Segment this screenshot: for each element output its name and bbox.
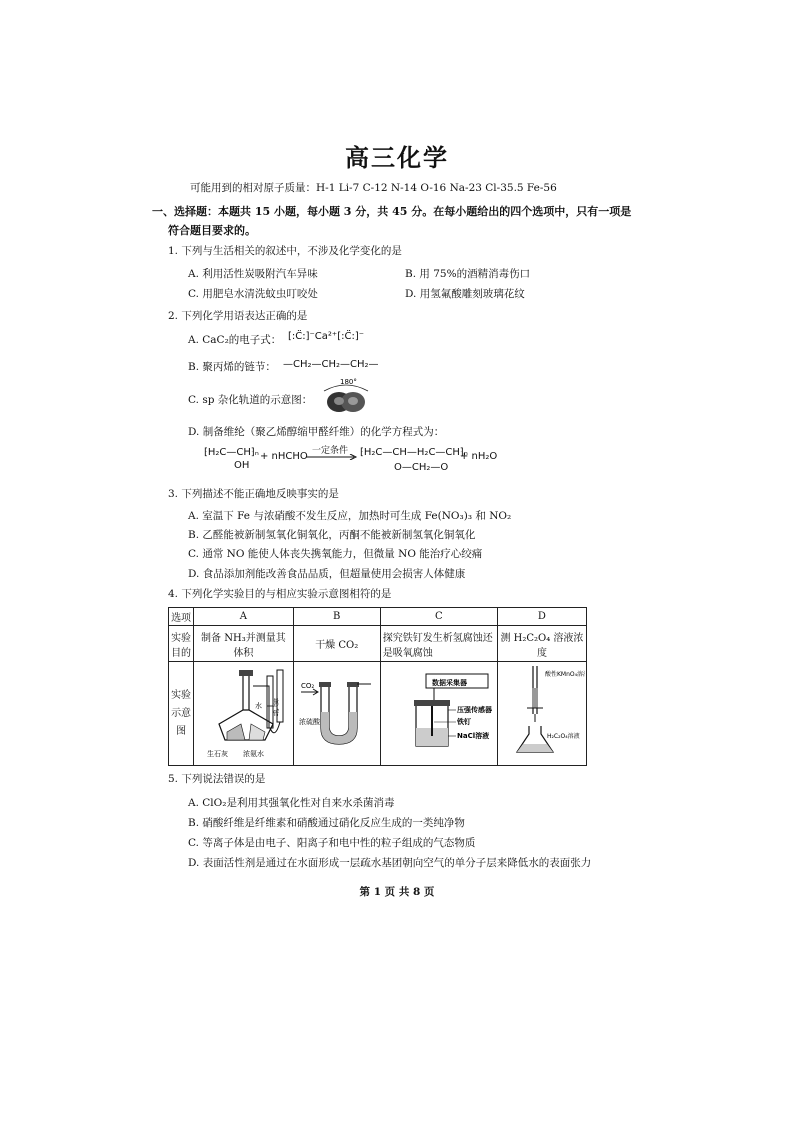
atomic-masses: 可能用到的相对原子质量：H-1 Li-7 C-12 N-14 O-16 Na-23 Cl-35.5 Fe-56: [190, 182, 557, 194]
q1-option-b: B. 用 75%的酒精消毒伤口: [405, 268, 531, 280]
diagram-c-cell: [380, 662, 497, 766]
eq-right: ⁅H₂C—CH—H₂C—CH⁆ₙ: [360, 447, 468, 458]
eq-water: + nH₂O: [460, 451, 498, 462]
question-2-stem: 2. 下列化学用语表达正确的是: [168, 310, 308, 322]
page-title: 高三化学: [345, 143, 449, 172]
purpose-b: 干燥 CO₂: [293, 626, 380, 662]
table-header-cell: B: [293, 608, 380, 626]
eq-left: ⁅H₂C—CH⁆ₙ: [204, 447, 259, 458]
q3-option-a: A. 室温下 Fe 与浓硝酸不发生反应，加热时可生成 Fe(NO₃)₃ 和 NO₂: [188, 510, 512, 522]
q2-option-c: C. sp 杂化轨道的示意图：: [188, 394, 313, 406]
label-iron-nail: 铁钉: [456, 718, 471, 726]
q5-option-c: C. 等离子体是由电子、阳离子和电中性的粒子组成的气态物质: [188, 837, 476, 849]
q2-option-a: A. CaC₂的电子式：: [188, 334, 282, 346]
titration-diagram: [499, 662, 585, 762]
eq-right-sub: O—CH₂—O: [394, 462, 449, 473]
label-co2: CO₂: [300, 682, 314, 690]
eq-condition: 一定条件: [312, 446, 349, 456]
q5-option-d: D. 表面活性剂是通过在水面形成一层疏水基团朝向空气的单分子层来降低水的表面张力: [188, 857, 592, 869]
table-header-cell: D: [497, 608, 586, 626]
corrosion-diagram: [382, 662, 496, 762]
table-header-cell: 选项: [169, 608, 194, 626]
label-oxalic-acid: H₂C₂O₄溶液: [546, 733, 580, 740]
diagram-b-cell: [293, 662, 380, 766]
q1-option-a: A. 利用活性炭吸附汽车异味: [188, 268, 318, 280]
row-label-purpose: 实验目的: [169, 626, 194, 662]
label-kmno4: 酸性KMnO₄溶液: [544, 671, 585, 678]
label-lime: 生石灰: [207, 750, 229, 758]
q3-option-d: D. 食品添加剂能改善食品品质，但超量使用会损害人体健康: [188, 568, 466, 580]
diagram-d-cell: [497, 662, 586, 766]
question-3-stem: 3. 下列描述不能正确地反映事实的是: [168, 488, 339, 500]
page-footer: 第 1 页 共 8 页: [359, 886, 435, 898]
co2-drying-diagram: [295, 662, 379, 762]
q3-option-c: C. 通常 NO 能使人体丧失携氧能力，但微量 NO 能治疗心绞痛: [188, 548, 483, 560]
q1-option-c: C. 用肥皂水清洗蚊虫叮咬处: [188, 288, 318, 300]
purpose-d: 测 H₂C₂O₄ 溶液浓度: [497, 626, 586, 662]
table-header-cell: A: [194, 608, 294, 626]
q2-formula-a: [:C̈:]⁻Ca²⁺[:C̈:]⁻: [288, 331, 365, 342]
label-ammonia: 浓氨水: [243, 750, 265, 758]
diagram-a-cell: [194, 662, 294, 766]
q2-option-b: B. 聚丙烯的链节：: [188, 361, 276, 373]
purpose-c: 探究铁钉发生析氢腐蚀还是吸氧腐蚀: [380, 626, 497, 662]
q2-option-d: D. 制备维纶（聚乙烯醇缩甲醛纤维）的化学方程式为：: [188, 426, 445, 438]
q1-option-d: D. 用氢氟酸雕刻玻璃花纹: [405, 288, 525, 300]
label-gas-tube: 量气管: [271, 698, 279, 716]
q3-option-b: B. 乙醛能被新制氢氧化铜氧化，丙酮不能被新制氢氧化铜氧化: [188, 529, 476, 541]
sp-orbital-diagram: [316, 375, 376, 415]
label-pressure-sensor: 压强传感器: [456, 706, 492, 714]
eq-arrow: [306, 454, 358, 460]
label-sulfuric-acid: 浓硫酸: [298, 718, 320, 726]
row-label-diagram: 实验示意图: [169, 662, 194, 766]
q2-formula-b: —CH₂—CH₂—CH₂—: [283, 359, 379, 370]
q5-option-a: A. ClO₂是利用其强氧化性对自来水杀菌消毒: [188, 797, 395, 809]
question-4-stem: 4. 下列化学实验目的与相应实验示意图相符的是: [168, 588, 392, 600]
experiment-table: [168, 607, 587, 766]
label-water: 水: [255, 702, 263, 710]
angle-label: 180°: [340, 378, 357, 386]
q5-option-b: B. 硝酸纤维是纤维素和硝酸通过硝化反应生成的一类纯净物: [188, 817, 465, 829]
nh3-apparatus-diagram: [195, 662, 291, 762]
label-nacl-solution: NaCl溶液: [456, 732, 489, 740]
label-data-collector: 数据采集器: [431, 679, 467, 687]
section-heading-line2: 符合题目要求的。: [168, 224, 256, 237]
section-heading-line1: 一、选择题：本题共 15 小题，每小题 3 分，共 45 分。在每小题给出的四个选项中，只有一项是: [152, 205, 632, 218]
question-1-stem: 1. 下列与生活相关的叙述中，不涉及化学变化的是: [168, 245, 402, 257]
table-header-cell: C: [380, 608, 497, 626]
eq-plus: + nHCHO: [260, 451, 308, 462]
purpose-a: 制备 NH₃并测量其体积: [194, 626, 294, 662]
eq-left-sub: OH: [234, 460, 250, 471]
question-5-stem: 5. 下列说法错误的是: [168, 773, 266, 785]
